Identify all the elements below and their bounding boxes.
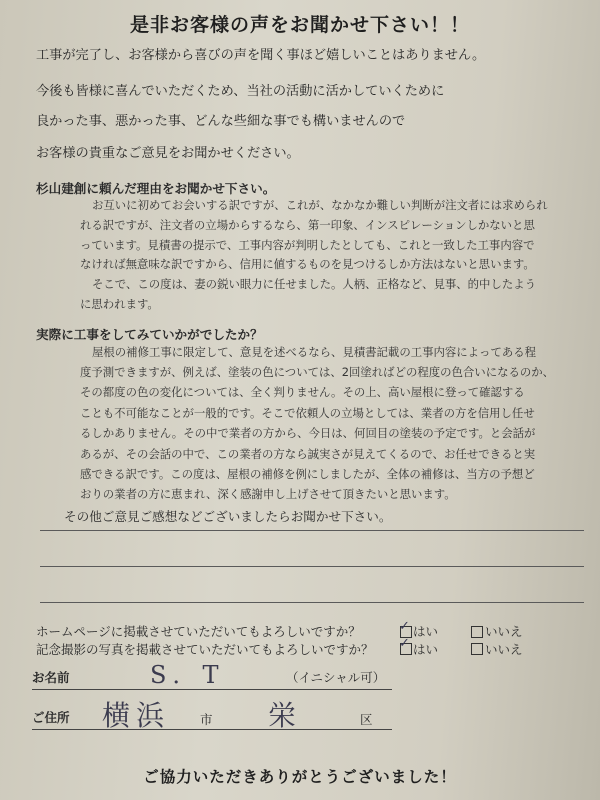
- answer-line: おりの業者の方に恵まれ、深く感謝申し上げさせて頂きたいと思います。: [80, 487, 456, 501]
- intro-line: お客様の貴重なご意見をお聞かせください。: [36, 146, 300, 161]
- photo-no-label: いいえ: [485, 642, 523, 657]
- answer-line: その都度の色の変化については、全く判りません。その上、高い屋根に登って確認する: [80, 385, 525, 399]
- intro-line: 工事が完了し、お客様から喜びの声を聞く事ほど嬉しいことはありません。: [36, 48, 486, 63]
- city-suffix: 市: [200, 712, 213, 727]
- answer-line: ことも不可能なことが一般的です。そこで依頼人の立場としては、業者の方を信用し任せ: [80, 406, 535, 420]
- photo-yes-label: はい: [413, 642, 439, 657]
- answer-line-blank: [40, 566, 584, 567]
- answer-line: 屋根の補修工事に限定して、意見を述べるなら、見積書記載の工事内容によってある程: [92, 345, 537, 359]
- homepage-no-checkbox[interactable]: [471, 626, 483, 638]
- answer-line: 度予測できますが、例えば、塗装の色については、2回塗ればどの程度の色合いになるのか、: [80, 365, 555, 379]
- name-value[interactable]: S．T: [150, 661, 225, 689]
- answer-line-blank: [40, 602, 584, 603]
- answer-line: なければ無意味な訳ですから、信用に値するものを見つけるしか方法はないと思います。: [80, 257, 535, 271]
- name-label: お名前: [32, 670, 70, 685]
- question-3-label: その他ご意見ご感想などございましたらお聞かせ下さい。: [64, 509, 392, 524]
- homepage-no-label: いいえ: [485, 624, 523, 639]
- homepage-yes-label: はい: [413, 624, 439, 639]
- thank-you-footer: ご協力いただきありがとうございました！: [143, 768, 457, 786]
- homepage-permission-question: ホームページに掲載させていただいてもよろしいですか？: [36, 624, 361, 639]
- question-1-label: 杉山建創に頼んだ理由をお聞かせ下さい。: [36, 181, 276, 196]
- photo-permission-question: 記念撮影の写真を掲載させていただいてもよろしいですか？: [36, 642, 374, 657]
- page-title: 是非お客様の声をお聞かせ下さい！！: [129, 14, 470, 36]
- answer-line-blank: [40, 530, 584, 531]
- address-underline: [32, 729, 392, 730]
- intro-line: 今後も皆様に喜んでいただくため、当社の活動に活かしていくために: [36, 84, 445, 99]
- check-mark-icon: ✓: [399, 619, 410, 634]
- answer-line: るしかありません。その中で業者の方から、今日は、何回目の塗装の予定です。と会話が: [80, 426, 536, 440]
- intro-line: 良かった事、悪かった事、どんな些細な事でも構いませんので: [36, 114, 406, 129]
- answer-line: あるが、その会話の中で、この業者の方なら誠実さが見えてくるので、お任せできると実: [80, 447, 536, 461]
- answer-line: れる訳ですが、注文者の立場からするなら、第一印象、インスピレーションしかないと思: [80, 218, 535, 232]
- question-2-label: 実際に工事をしてみていかがでしたか？: [36, 327, 263, 342]
- ward-suffix: 区: [360, 712, 373, 727]
- ward-value[interactable]: 栄: [268, 699, 297, 732]
- name-note: （イニシャル可）: [286, 670, 386, 685]
- answer-line: そこで、この度は、妻の鋭い眼力に任せました。人柄、正格など、見事、的中したよう: [92, 277, 537, 291]
- answer-line: お互いに初めてお会いする訳ですが、これが、なかなか難しい判断が注文者には求められ: [92, 198, 548, 212]
- answer-line: っています。見積書の提示で、工事内容が判明したとしても、これと一致した工事内容で: [80, 238, 535, 252]
- answer-line: に思われます。: [80, 297, 159, 311]
- answer-line: 感できる訳です。この度は、屋根の補修を例にしましたが、全体の補修は、当方の予想ど: [80, 467, 535, 481]
- city-value[interactable]: 横浜: [102, 699, 171, 732]
- photo-no-checkbox[interactable]: [471, 643, 483, 655]
- check-mark-icon: ✓: [399, 636, 410, 651]
- address-label: ご住所: [32, 710, 70, 725]
